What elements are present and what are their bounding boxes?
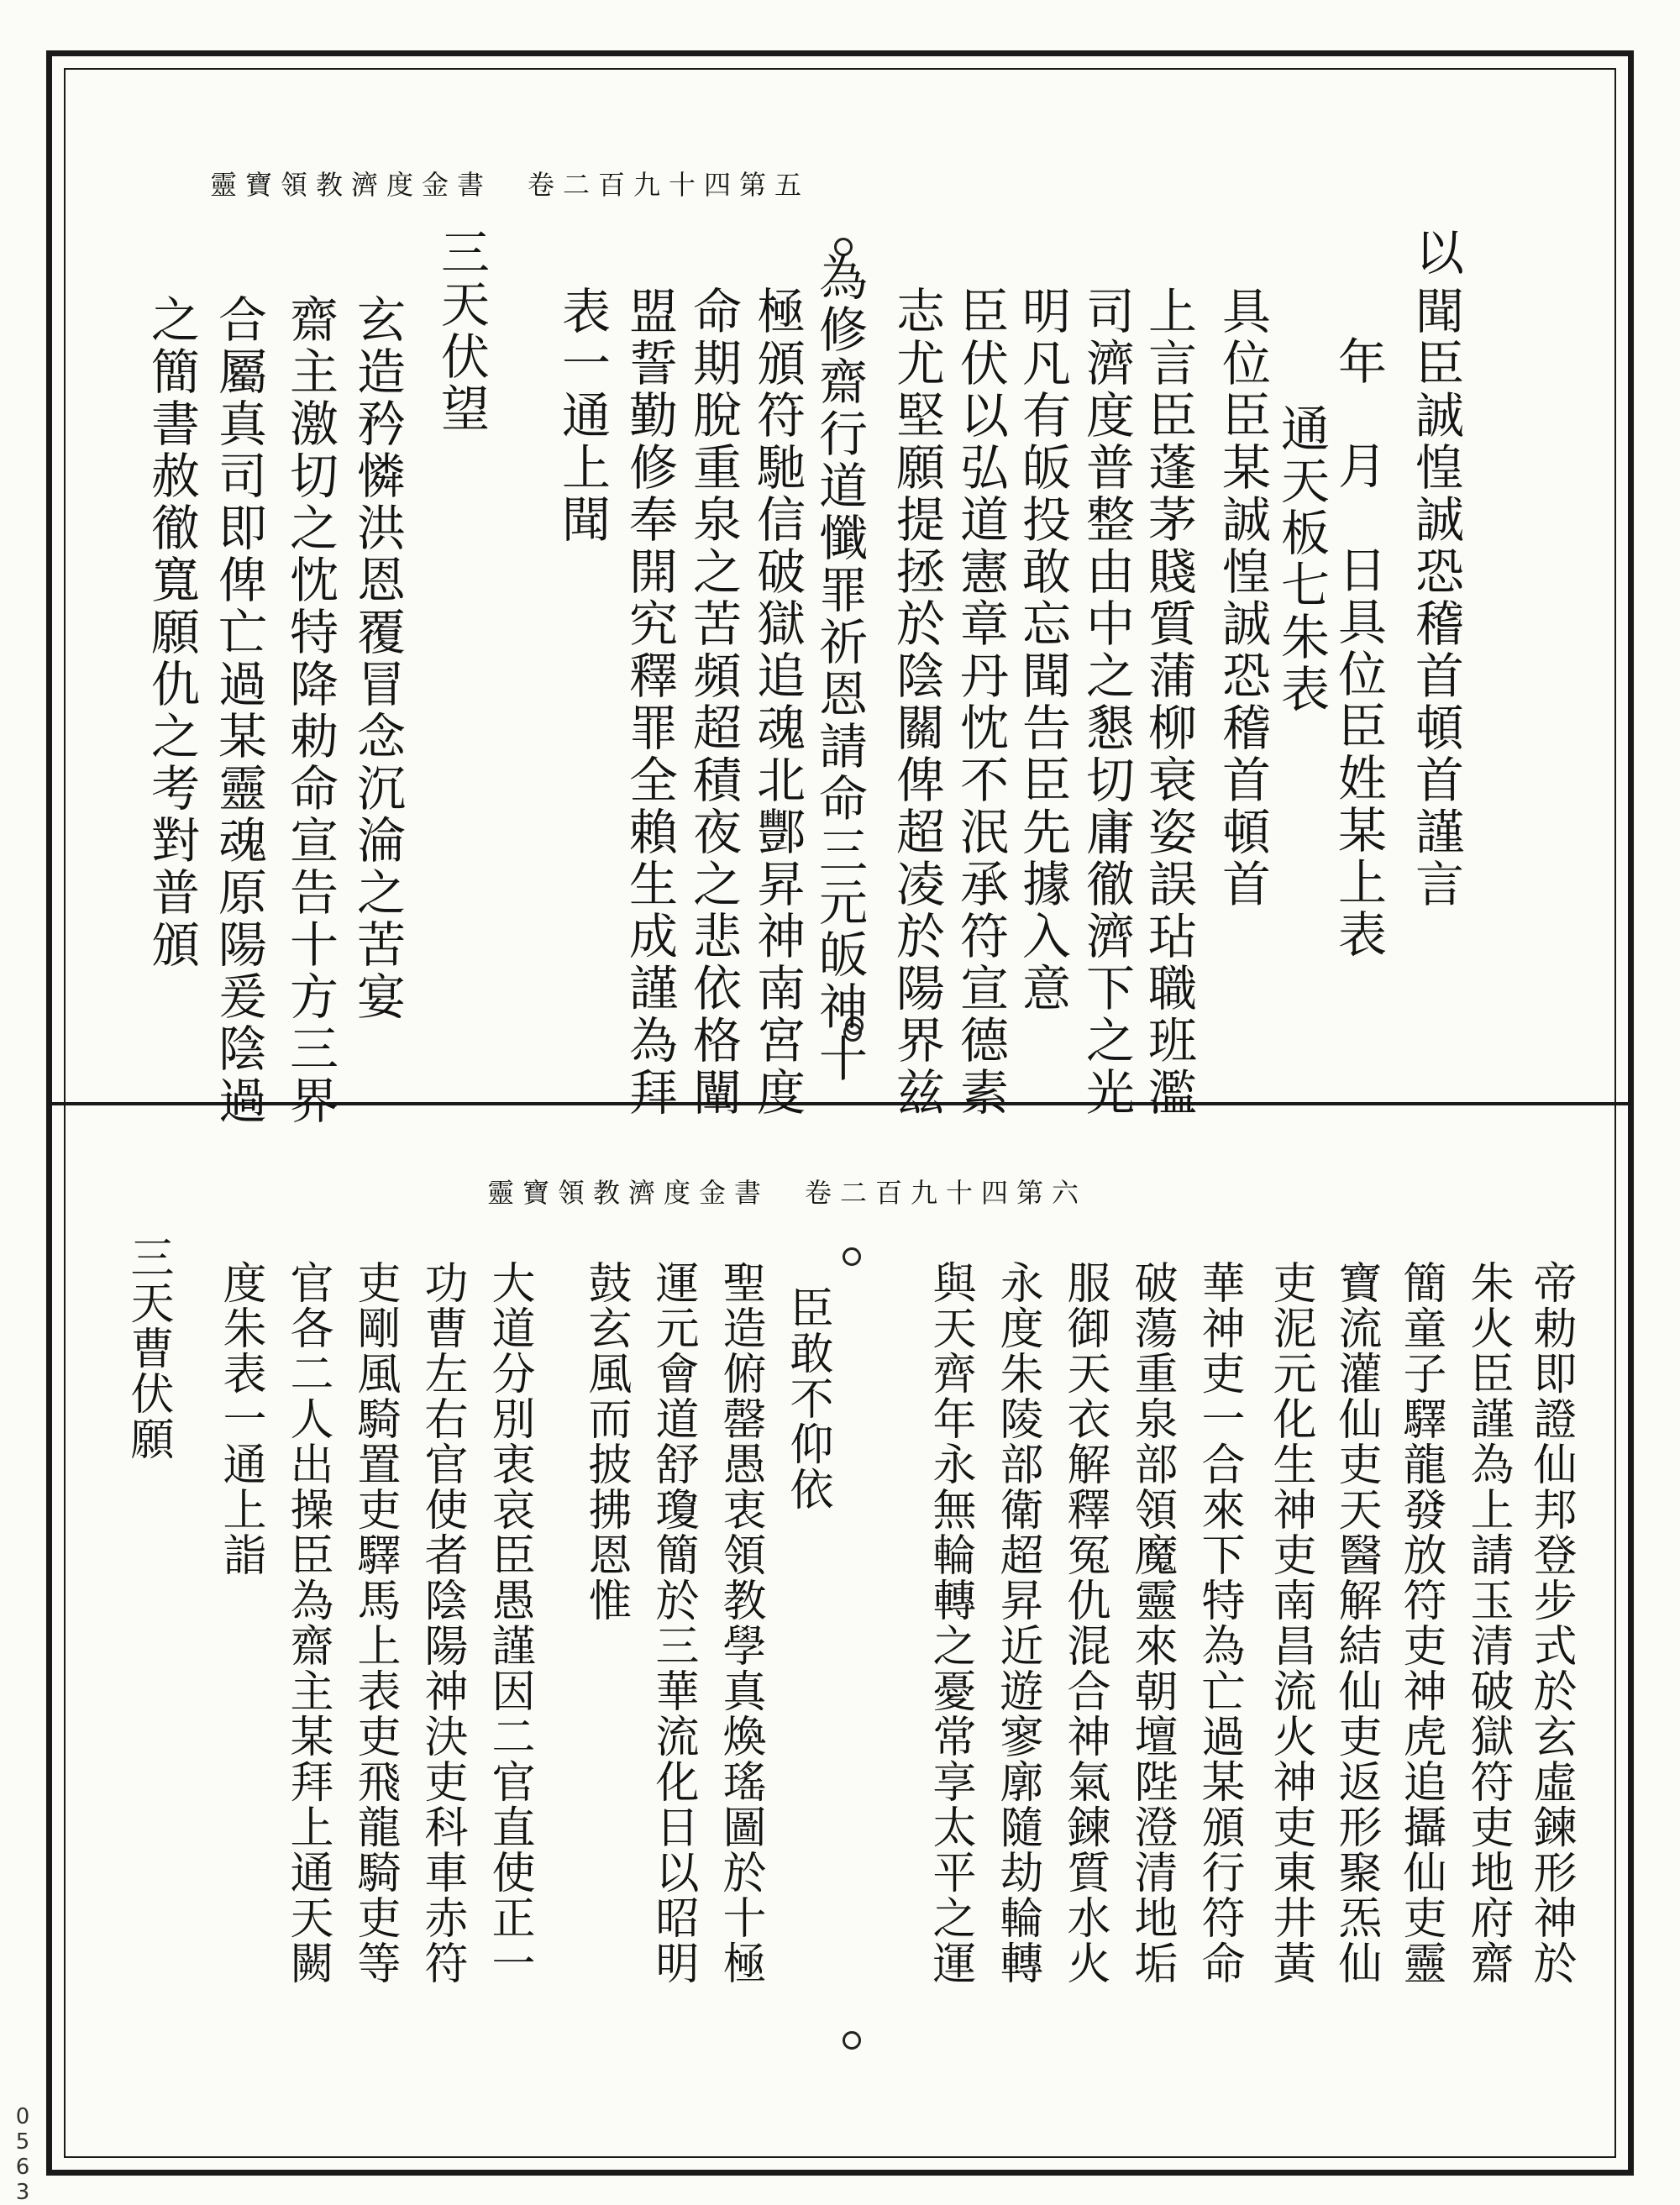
text-column: 華神吏一合來下特為亡過某頒行符命 [1194,1260,1244,1986]
text-column: 志尤堅願提拯於陰關俾超凌於陽界兹 [888,286,945,1119]
text-column: 明凡有皈投敢忘聞告臣先據入意 [1014,286,1071,1015]
text-column: 度朱表一通上詣 [215,1260,265,1578]
text-column: 運元會道舒瓊簡於三華流化日以昭明 [648,1260,698,1986]
margin-page-number: 0563 [10,2104,35,2205]
text-column: 吏剛風騎置吏驛馬上表吏飛龍騎吏等 [349,1260,400,1986]
text-column: 通天板七朱表 [1273,403,1330,716]
text-column: 為修齋行道懺罪祈恩請命三元皈神十 [811,252,868,1085]
text-column: 具位臣某誠惶誠恐稽首頓首 [1214,286,1271,911]
text-column: 司濟度普整由中之懇切庸徹濟下之光 [1078,286,1135,1119]
text-column: 以 [1407,227,1464,279]
text-column: 合屬真司即俾亡過某靈魂原陽爰陰過 [210,294,267,1127]
text-column: 鼓玄風而披拂恩惟 [580,1260,631,1623]
text-column: 上言臣蓬茅賤質蒲柳衰姿誤玷職班濫 [1140,286,1197,1119]
text-column: 盟誓勤修奉開究釋罪全賴生成謹為拜 [621,286,678,1119]
text-column: 寶流灌仙吏天醫解結仙吏返形聚炁仙 [1331,1260,1381,1986]
text-column: 命期脫重泉之苦頻超積夜之悲依格闡 [685,286,742,1119]
text-column: 齋主激切之忱特降勅命宣告十方三界 [281,294,339,1127]
text-column: 與天齊年永無輪轉之憂常享太平之運 [925,1260,975,1986]
text-column: 聞臣誠惶誠恐稽首頓首謹言 [1407,286,1464,911]
text-column: 極頒符馳信破獄追魂北酆昇神南宮度 [748,286,806,1119]
text-column: 大道分別衷哀臣愚謹因二官直使正一 [484,1260,534,1986]
text-column: 朱火臣謹為上請玉清破獄符吏地府齋 [1462,1260,1513,1986]
text-column: 之簡書赦徹寬願仇之考對普頒 [143,294,200,971]
circle-mark [843,2031,861,2050]
text-column: 年 月 日具位臣姓某上表 [1330,336,1387,961]
text-column: 吏泥元化生神吏南昌流火神吏東井黃 [1265,1260,1315,1986]
text-column: 永度朱陵部衛超昇近遊寥廓隨劫輪轉 [992,1260,1042,1986]
text-column: 臣敢不仰依 [782,1285,832,1512]
text-column: 三天曹伏願 [123,1235,173,1462]
text-column: 帝勅即證仙邦登步式於玄虛鍊形神於 [1525,1260,1576,1986]
text-column: 服御天衣解釋冤仇混合神氣鍊質水火 [1059,1260,1110,1986]
text-column: 三天伏望 [433,227,490,435]
text-column: 臣伏以弘道憲章丹忱不泯承符宣德素 [952,286,1009,1119]
circle-mark [843,1247,861,1266]
text-column: 玄造矜憐洪恩覆冒念沉淪之苦宴 [349,294,406,1023]
text-column: 官各二人出操臣為齋主某拜上通天闕 [282,1260,333,1986]
text-column: 表一通上聞 [554,286,611,546]
bottom-page-header: 靈寶領教濟度金書 卷二百九十四第六 [487,1177,1088,1209]
text-column: 功曹左右官使者陰陽神決吏科車赤符 [417,1260,467,1986]
text-column: 破蕩重泉部領魔靈來朝壇陛澄清地垢 [1126,1260,1177,1986]
top-page-header: 靈寶領教濟度金書 卷二百九十四第五 [210,169,811,201]
text-column: 聖造俯罄愚衷領教學真煥瑤圖於十極 [715,1260,765,1986]
text-column: 簡童子驛龍發放符吏神虎追攝仙吏靈 [1395,1260,1446,1986]
